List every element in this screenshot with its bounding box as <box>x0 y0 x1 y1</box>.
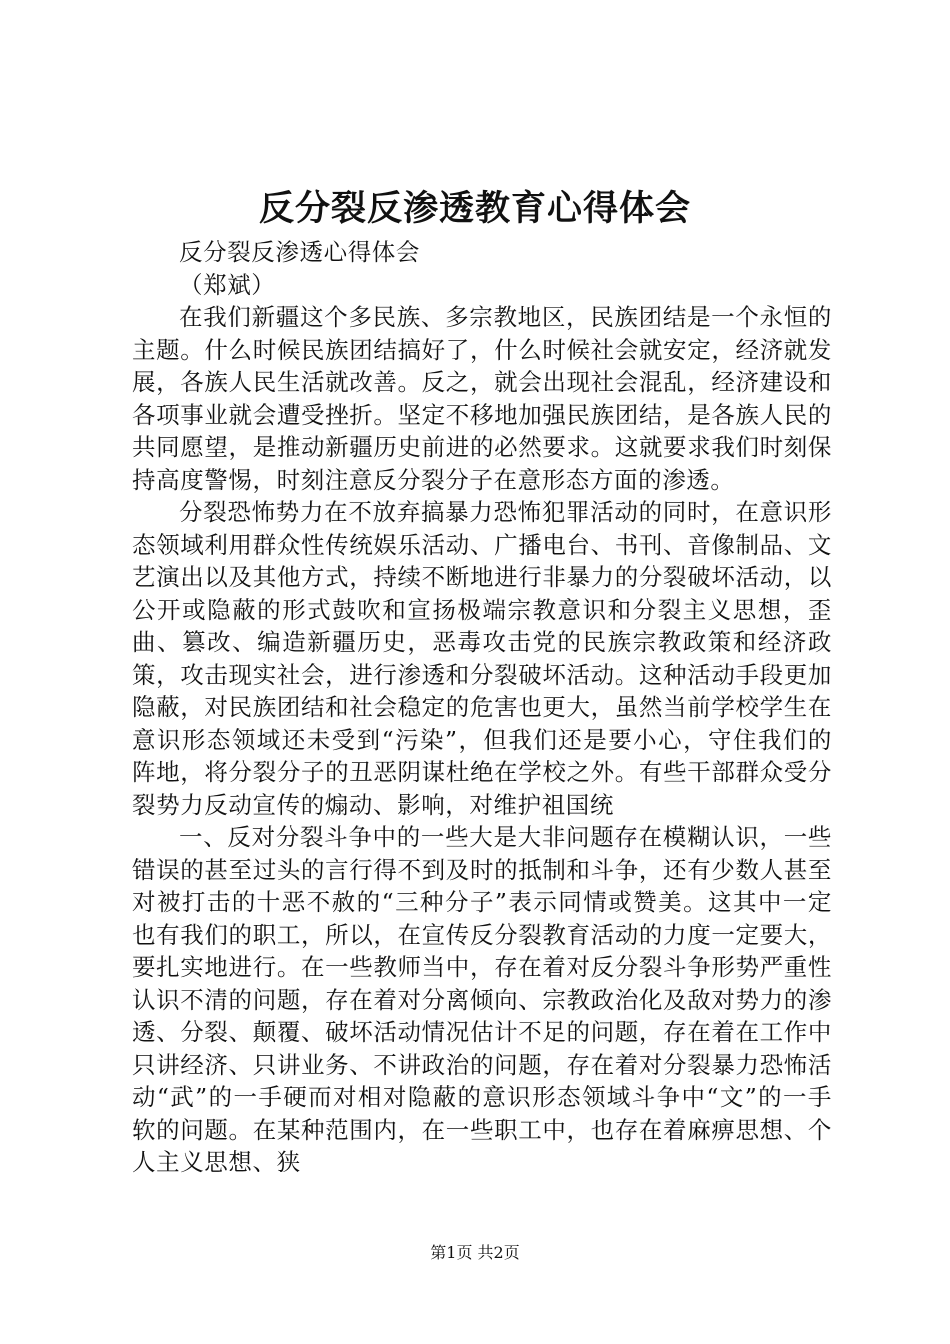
body-paragraph: 分裂恐怖势力在不放弃搞暴力恐怖犯罪活动的同时，在意识形态领域利用群众性传统娱乐活动、广播电台、书刊、音像制品、文艺演出以及其他方式，持续不断地进行非暴力的分裂破坏活动，以公开或隐蔽的形式鼓吹和宣扬极端宗教意识和分裂主义思想，歪曲、篡改、编造新疆历史，恶毒攻击党的民族宗教政策和经济政策，攻击现实社会，进行渗透和分裂破坏活动。这种活动手段更加隐蔽，对民族团结和社会稳定的危害也更大，虽然当前学校学生在意识形态领域还未受到“污染”，但我们还是要小心，守住我们的阵地，将分裂分子的丑恶阴谋杜绝在学校之外。有些干部群众受分裂势力反动宣传的煽动、影响，对维护祖国统 <box>132 498 832 819</box>
subtitle-paragraph: 反分裂反渗透心得体会 <box>179 238 420 266</box>
page-number-footer: 第1页 共2页 <box>430 1243 520 1262</box>
document-title: 反分裂反渗透教育心得体会 <box>258 188 691 229</box>
author-paragraph: （郑斌） <box>179 270 276 299</box>
body-paragraph: 一、反对分裂斗争中的一些大是大非问题存在模糊认识，一些错误的甚至过头的言行得不到及时的抵制和斗争，还有少数人甚至对被打击的十恶不赦的“三种分子”表示同情或赞美。这其中一定也有我们的职工，所以，在宣传反分裂教育活动的力度一定要大，要扎实地进行。在一些教师当中，存在着对反分裂斗争形势严重性认识不清的问题，存在着对分离倾向、宗教政治化及敌对势力的渗透、分裂、颠覆、破坏活动情况估计不足的问题，存在着在工作中只讲经济、只讲业务、不讲政治的问题，存在着对分裂暴力恐怖活动“武”的一手硬而对相对隐蔽的意识形态领域斗争中“文”的一手软的问题。在某种范围内，在一些职工中，也存在着麻痹思想、个人主义思想、狭 <box>132 823 832 1176</box>
document-body <box>132 236 832 1179</box>
body-paragraph: 在我们新疆这个多民族、多宗教地区，民族团结是一个永恒的主题。什么时候民族团结搞好了，什么时候社会就安定，经济就发展，各族人民生活就改善。反之，就会出现社会混乱，经济建设和各项事业就会遭受挫折。坚定不移地加强民族团结，是各族人民的共同愿望，是推动新疆历史前进的必然要求。这就要求我们时刻保持高度警惕，时刻注意反分裂分子在意形态方面的渗透。 <box>132 303 832 494</box>
